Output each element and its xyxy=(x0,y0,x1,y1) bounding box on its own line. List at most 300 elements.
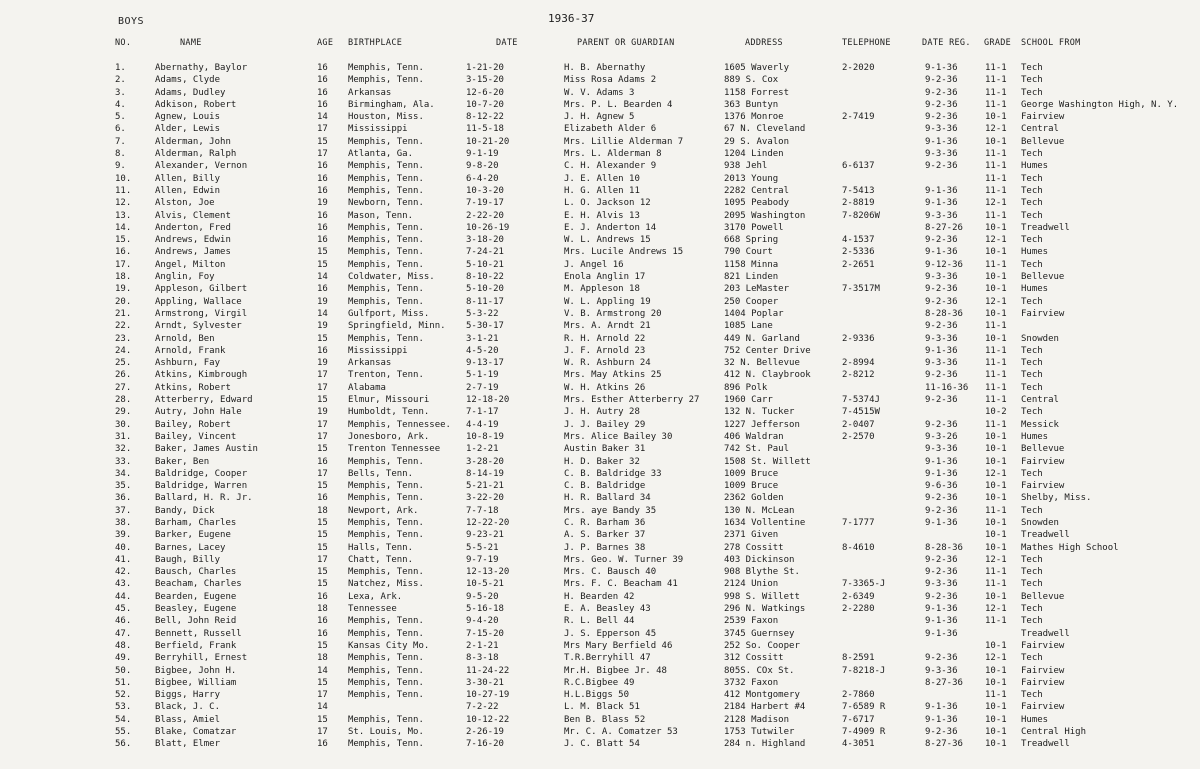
school-from: Fairview xyxy=(1021,456,1065,467)
parent-guardian: Elizabeth Alder 6 xyxy=(564,124,657,135)
parent-guardian: C. H. Alexander 9 xyxy=(564,161,657,172)
student-age: 15 xyxy=(317,677,328,688)
header-address: ADDRESS xyxy=(745,38,783,48)
student-name: Anglin, Foy xyxy=(155,272,215,283)
row-number: 55. xyxy=(115,727,132,738)
birth-date: 12-6-20 xyxy=(466,87,504,98)
telephone-number: 7-5374J xyxy=(842,395,880,406)
school-from: Tech xyxy=(1021,579,1043,590)
telephone-number: 2-2020 xyxy=(842,63,875,73)
grade-level: 12-1 xyxy=(985,653,1007,664)
birth-date: 11-5-18 xyxy=(466,124,504,135)
birth-date: 10-5-21 xyxy=(466,579,504,590)
parent-guardian: Mrs. P. L. Bearden 4 xyxy=(564,99,673,110)
student-birthplace: Birmingham, Ala. xyxy=(348,99,435,110)
student-age: 19 xyxy=(317,198,328,209)
telephone-number: 8-4610 xyxy=(842,542,875,553)
telephone-number: 2-5336 xyxy=(842,247,875,258)
table-row xyxy=(0,111,1200,123)
table-row xyxy=(0,394,1200,406)
student-age: 15 xyxy=(317,579,328,590)
student-birthplace: Elmur, Missouri xyxy=(348,395,430,406)
parent-guardian: Mrs. Esther Atterberry 27 xyxy=(564,395,700,406)
parent-guardian: H. Bearden 42 xyxy=(564,591,635,602)
student-age: 16 xyxy=(317,493,328,504)
telephone-number: 7-8206W xyxy=(842,210,880,221)
telephone-number: 7-1777 xyxy=(842,517,875,528)
school-from: Mathes High School xyxy=(1021,542,1119,553)
school-from: Tech xyxy=(1021,345,1043,356)
telephone-number: 7-4515W xyxy=(842,407,880,418)
student-age: 18 xyxy=(317,505,328,516)
parent-guardian: Mrs. A. Arndt 21 xyxy=(564,321,651,332)
student-birthplace: Memphis, Tenn. xyxy=(348,493,424,504)
telephone-number: 7-6717 xyxy=(842,714,875,725)
registration-date: 8-27-26 xyxy=(925,222,963,233)
student-address: 67 N. Cleveland xyxy=(724,124,806,135)
school-from: Central xyxy=(1021,124,1059,135)
registration-date: 9-3-36 xyxy=(925,124,958,135)
student-address: 668 Spring xyxy=(724,235,779,246)
grade-level: 11-1 xyxy=(985,149,1007,160)
parent-guardian: C. B. Baldridge xyxy=(564,481,646,492)
header-grade: GRADE xyxy=(984,38,1012,48)
student-name: Bennett, Russell xyxy=(155,628,242,639)
telephone-number: 4-3051 xyxy=(842,739,875,750)
student-birthplace: Memphis, Tenn. xyxy=(348,136,424,147)
grade-level: 10-1 xyxy=(985,665,1007,676)
row-number: 1. xyxy=(115,63,126,73)
birth-date: 3-30-21 xyxy=(466,677,504,688)
table-row xyxy=(0,554,1200,566)
parent-guardian: A. S. Barker 37 xyxy=(564,530,646,541)
registration-date: 9-1-36 xyxy=(925,456,958,467)
student-address: 284 n. Highland xyxy=(724,739,806,750)
student-age: 16 xyxy=(317,739,328,750)
birth-date: 3-18-20 xyxy=(466,235,504,246)
registration-date: 8-27-36 xyxy=(925,739,963,750)
telephone-number: 2-8212 xyxy=(842,370,875,381)
student-address: 132 N. Tucker xyxy=(724,407,795,418)
school-from: Treadwell xyxy=(1021,222,1070,233)
telephone-number: 2-7860 xyxy=(842,690,875,701)
parent-guardian: C. B. Baldridge 33 xyxy=(564,468,662,479)
table-row xyxy=(0,283,1200,295)
student-birthplace: Memphis, Tenn. xyxy=(348,173,424,184)
birth-date: 10-3-20 xyxy=(466,185,504,196)
parent-guardian: Mrs. Geo. W. Turner 39 xyxy=(564,554,684,565)
telephone-number: 7-6589 R xyxy=(842,702,886,713)
birth-date: 5-21-21 xyxy=(466,481,504,492)
grade-level: 11-1 xyxy=(985,567,1007,578)
table-row xyxy=(0,714,1200,726)
student-name: Angel, Milton xyxy=(155,259,226,270)
student-birthplace: Kansas City Mo. xyxy=(348,640,430,651)
student-age: 16 xyxy=(317,591,328,602)
table-row xyxy=(0,665,1200,677)
telephone-number: 6-6137 xyxy=(842,161,875,172)
grade-level: 10-1 xyxy=(985,456,1007,467)
row-number: 46. xyxy=(115,616,132,627)
row-number: 39. xyxy=(115,530,132,541)
school-from: Bellevue xyxy=(1021,591,1065,602)
school-from: Tech xyxy=(1021,505,1043,516)
birth-date: 3-15-20 xyxy=(466,75,504,86)
row-number: 3. xyxy=(115,87,126,98)
student-address: 2184 Harbert #4 xyxy=(724,702,806,713)
student-address: 1095 Peabody xyxy=(724,198,790,209)
row-number: 20. xyxy=(115,296,132,307)
student-age: 16 xyxy=(317,628,328,639)
table-row xyxy=(0,308,1200,320)
table-row xyxy=(0,271,1200,283)
row-number: 28. xyxy=(115,395,132,406)
student-address: 1960 Carr xyxy=(724,395,773,406)
row-number: 54. xyxy=(115,714,132,725)
student-address: 412 Montgomery xyxy=(724,690,800,701)
table-row xyxy=(0,406,1200,418)
birth-date: 12-18-20 xyxy=(466,395,510,406)
grade-level: 11-1 xyxy=(985,321,1007,332)
table-row xyxy=(0,369,1200,381)
birth-date: 1-2-21 xyxy=(466,444,499,455)
student-age: 19 xyxy=(317,407,328,418)
row-number: 53. xyxy=(115,702,132,713)
row-number: 36. xyxy=(115,493,132,504)
row-number: 17. xyxy=(115,259,132,270)
registration-date: 9-3-36 xyxy=(925,665,958,676)
registration-date: 9-12-36 xyxy=(925,259,963,270)
student-age: 14 xyxy=(317,272,328,283)
table-row xyxy=(0,333,1200,345)
registration-date: 9-2-36 xyxy=(925,321,958,332)
birth-date: 7-24-21 xyxy=(466,247,504,258)
row-number: 42. xyxy=(115,567,132,578)
student-birthplace: Tennessee xyxy=(348,604,397,615)
student-name: Allen, Billy xyxy=(155,173,221,184)
parent-guardian: C. R. Barham 36 xyxy=(564,517,646,528)
row-number: 35. xyxy=(115,481,132,492)
student-birthplace: Memphis, Tenn. xyxy=(348,63,424,73)
student-address: 889 S. Cox xyxy=(724,75,779,86)
birth-date: 8-10-22 xyxy=(466,272,504,283)
registration-date: 9-2-36 xyxy=(925,296,958,307)
registration-date: 9-3-36 xyxy=(925,358,958,369)
grade-level: 10-1 xyxy=(985,247,1007,258)
student-age: 16 xyxy=(317,185,328,196)
student-name: Alexander, Vernon xyxy=(155,161,248,172)
birth-date: 11-24-22 xyxy=(466,665,510,676)
page-top xyxy=(0,10,1200,32)
student-birthplace: Memphis, Tenn. xyxy=(348,481,424,492)
student-address: 403 Dickinson xyxy=(724,554,795,565)
birth-date: 3-22-20 xyxy=(466,493,504,504)
student-name: Adams, Clyde xyxy=(155,75,221,86)
student-address: 2095 Washington xyxy=(724,210,806,221)
student-age: 15 xyxy=(317,517,328,528)
registration-date: 9-2-36 xyxy=(925,493,958,504)
birth-date: 3-1-21 xyxy=(466,333,499,344)
student-age: 17 xyxy=(317,149,328,160)
birth-date: 10-27-19 xyxy=(466,690,510,701)
table-row xyxy=(0,296,1200,308)
parent-guardian: L. M. Black 51 xyxy=(564,702,640,713)
student-birthplace: Memphis, Tenn. xyxy=(348,665,424,676)
table-row xyxy=(0,222,1200,234)
student-age: 19 xyxy=(317,321,328,332)
student-age: 15 xyxy=(317,567,328,578)
grade-level: 12-1 xyxy=(985,604,1007,615)
header-school-from: SCHOOL FROM xyxy=(1021,38,1081,48)
registration-date: 9-1-36 xyxy=(925,714,958,725)
student-age: 14 xyxy=(317,665,328,676)
student-name: Berryhill, Ernest xyxy=(155,653,248,664)
table-row xyxy=(0,173,1200,185)
student-name: Adams, Dudley xyxy=(155,87,226,98)
registration-date: 11-16-36 xyxy=(925,382,969,393)
student-address: 1158 Forrest xyxy=(724,87,790,98)
student-address: 406 Waldran xyxy=(724,431,784,442)
birth-date: 9-8-20 xyxy=(466,161,499,172)
school-from: Tech xyxy=(1021,173,1043,184)
table-row xyxy=(0,123,1200,135)
row-number: 8. xyxy=(115,149,126,160)
student-birthplace: Trenton, Tenn. xyxy=(348,370,424,381)
student-address: 998 S. Willett xyxy=(724,591,800,602)
telephone-number: 2-6349 xyxy=(842,591,875,602)
grade-level: 10-1 xyxy=(985,493,1007,504)
row-number: 45. xyxy=(115,604,132,615)
table-row xyxy=(0,234,1200,246)
student-name: Bigbee, John H. xyxy=(155,665,237,676)
parent-guardian: Mr. C. A. Comatzer 53 xyxy=(564,727,678,738)
table-row xyxy=(0,566,1200,578)
student-birthplace: Memphis, Tennessee. xyxy=(348,419,451,430)
table-row xyxy=(0,62,1200,74)
birth-date: 5-5-21 xyxy=(466,542,499,553)
table-row xyxy=(0,357,1200,369)
parent-guardian: E. H. Alvis 13 xyxy=(564,210,640,221)
row-number: 37. xyxy=(115,505,132,516)
school-from: Fairview xyxy=(1021,481,1065,492)
row-number: 49. xyxy=(115,653,132,664)
student-name: Baker, Ben xyxy=(155,456,210,467)
student-address: 1376 Monroe xyxy=(724,112,784,123)
table-row xyxy=(0,456,1200,468)
student-name: Appleson, Gilbert xyxy=(155,284,248,295)
parent-guardian: W. L. Appling 19 xyxy=(564,296,651,307)
parent-guardian: W. V. Adams 3 xyxy=(564,87,635,98)
parent-guardian: Miss Rosa Adams 2 xyxy=(564,75,657,86)
student-address: 296 N. Watkings xyxy=(724,604,806,615)
birth-date: 4-5-20 xyxy=(466,345,499,356)
row-number: 19. xyxy=(115,284,132,295)
birth-date: 2-22-20 xyxy=(466,210,504,221)
telephone-number: 2-2651 xyxy=(842,259,875,270)
grade-level: 11-1 xyxy=(985,173,1007,184)
table-row xyxy=(0,701,1200,713)
table-row xyxy=(0,136,1200,148)
student-age: 16 xyxy=(317,456,328,467)
student-name: Barham, Charles xyxy=(155,517,237,528)
school-from: Tech xyxy=(1021,185,1043,196)
table-row xyxy=(0,591,1200,603)
birth-date: 9-13-17 xyxy=(466,358,504,369)
student-birthplace: Memphis, Tenn. xyxy=(348,567,424,578)
registration-date: 9-2-36 xyxy=(925,112,958,123)
student-name: Ashburn, Fay xyxy=(155,358,221,369)
school-from: Bellevue xyxy=(1021,136,1065,147)
student-birthplace: Newborn, Tenn. xyxy=(348,198,424,209)
row-number: 40. xyxy=(115,542,132,553)
row-number: 10. xyxy=(115,173,132,184)
grade-level: 12-1 xyxy=(985,124,1007,135)
student-age: 16 xyxy=(317,345,328,356)
registration-date: 9-2-36 xyxy=(925,87,958,98)
table-row xyxy=(0,246,1200,258)
table-row xyxy=(0,677,1200,689)
student-address: 1085 Lane xyxy=(724,321,773,332)
table-row xyxy=(0,197,1200,209)
grade-level: 11-1 xyxy=(985,210,1007,221)
student-age: 15 xyxy=(317,714,328,725)
student-age: 19 xyxy=(317,358,328,369)
school-from: Fairview xyxy=(1021,702,1065,713)
registration-date: 9-1-36 xyxy=(925,63,958,73)
registration-date: 9-1-36 xyxy=(925,185,958,196)
grade-level: 11-1 xyxy=(985,99,1007,110)
student-address: 130 N. McLean xyxy=(724,505,795,516)
row-number: 26. xyxy=(115,370,132,381)
student-age: 15 xyxy=(317,395,328,406)
student-address: 2362 Golden xyxy=(724,493,784,504)
registration-date: 9-6-36 xyxy=(925,481,958,492)
table-row xyxy=(0,185,1200,197)
birth-date: 7-1-17 xyxy=(466,407,499,418)
school-from: Humes xyxy=(1021,284,1049,295)
student-age: 16 xyxy=(317,616,328,627)
student-birthplace: Memphis, Tenn. xyxy=(348,690,424,701)
student-name: Atterberry, Edward xyxy=(155,395,253,406)
birth-date: 12-22-20 xyxy=(466,517,510,528)
parent-guardian: J. F. Arnold 23 xyxy=(564,345,646,356)
student-address: 2282 Central xyxy=(724,185,790,196)
student-name: Alston, Joe xyxy=(155,198,215,209)
parent-guardian: J. J. Bailey 29 xyxy=(564,419,646,430)
student-name: Biggs, Harry xyxy=(155,690,221,701)
row-number: 43. xyxy=(115,579,132,590)
student-birthplace: Memphis, Tenn. xyxy=(348,653,424,664)
school-from: Humes xyxy=(1021,431,1049,442)
table-row xyxy=(0,652,1200,664)
birth-date: 7-2-22 xyxy=(466,702,499,713)
student-name: Arnold, Ben xyxy=(155,333,215,344)
student-birthplace: Memphis, Tenn. xyxy=(348,235,424,246)
registration-date: 9-2-36 xyxy=(925,567,958,578)
student-age: 18 xyxy=(317,604,328,615)
registration-date: 9-3-26 xyxy=(925,431,958,442)
grade-level: 10-1 xyxy=(985,308,1007,319)
school-from: Tech xyxy=(1021,554,1043,565)
row-number: 30. xyxy=(115,419,132,430)
school-from: Tech xyxy=(1021,259,1043,270)
row-number: 24. xyxy=(115,345,132,356)
birth-date: 9-5-20 xyxy=(466,591,499,602)
student-age: 16 xyxy=(317,99,328,110)
registration-date: 9-2-36 xyxy=(925,395,958,406)
student-address: 3732 Faxon xyxy=(724,677,779,688)
student-name: Berfield, Frank xyxy=(155,640,237,651)
student-age: 17 xyxy=(317,431,328,442)
student-address: 1508 St. Willett xyxy=(724,456,811,467)
grade-level: 11-1 xyxy=(985,75,1007,86)
school-from: Tech xyxy=(1021,604,1043,615)
student-name: Armstrong, Virgil xyxy=(155,308,248,319)
student-birthplace: Gulfport, Miss. xyxy=(348,308,430,319)
student-name: Baugh, Billy xyxy=(155,554,221,565)
birth-date: 8-11-17 xyxy=(466,296,504,307)
table-row xyxy=(0,505,1200,517)
row-number: 34. xyxy=(115,468,132,479)
row-number: 4. xyxy=(115,99,126,110)
student-address: 2539 Faxon xyxy=(724,616,779,627)
parent-guardian: Mrs. C. Bausch 40 xyxy=(564,567,657,578)
student-birthplace: Halls, Tenn. xyxy=(348,542,414,553)
school-from: Humes xyxy=(1021,161,1049,172)
row-number: 13. xyxy=(115,210,132,221)
parent-guardian: M. Appleson 18 xyxy=(564,284,640,295)
grade-level: 10-1 xyxy=(985,333,1007,344)
student-name: Bell, John Reid xyxy=(155,616,237,627)
grade-level: 10-1 xyxy=(985,640,1007,651)
student-address: 412 N. Claybrook xyxy=(724,370,811,381)
grade-level: 11-1 xyxy=(985,382,1007,393)
student-birthplace: Memphis, Tenn. xyxy=(348,284,424,295)
registration-date: 9-2-36 xyxy=(925,727,958,738)
birth-date: 7-15-20 xyxy=(466,628,504,639)
registration-date: 9-3-36 xyxy=(925,444,958,455)
student-age: 14 xyxy=(317,112,328,123)
row-number: 29. xyxy=(115,407,132,418)
parent-guardian: H. R. Ballard 34 xyxy=(564,493,651,504)
student-birthplace: Houston, Miss. xyxy=(348,112,424,123)
school-from: Tech xyxy=(1021,653,1043,664)
birth-date: 8-12-22 xyxy=(466,112,504,123)
grade-level: 11-1 xyxy=(985,690,1007,701)
school-from: George Washington High, N. Y. xyxy=(1021,99,1179,110)
table-row xyxy=(0,738,1200,750)
table-row xyxy=(0,148,1200,160)
student-age: 14 xyxy=(317,308,328,319)
birth-date: 2-7-19 xyxy=(466,382,499,393)
parent-guardian: L. O. Jackson 12 xyxy=(564,198,651,209)
row-number: 38. xyxy=(115,517,132,528)
student-address: 1204 Linden xyxy=(724,149,784,160)
grade-level: 10-1 xyxy=(985,591,1007,602)
header-no: NO. xyxy=(115,38,132,48)
table-row xyxy=(0,517,1200,529)
table-row xyxy=(0,492,1200,504)
table-row xyxy=(0,628,1200,640)
grade-level: 10-1 xyxy=(985,739,1007,750)
birth-date: 9-23-21 xyxy=(466,530,504,541)
table-row xyxy=(0,443,1200,455)
table-row xyxy=(0,382,1200,394)
grade-level: 10-1 xyxy=(985,481,1007,492)
student-name: Beasley, Eugene xyxy=(155,604,237,615)
parent-guardian: H. D. Baker 32 xyxy=(564,456,640,467)
table-row xyxy=(0,640,1200,652)
